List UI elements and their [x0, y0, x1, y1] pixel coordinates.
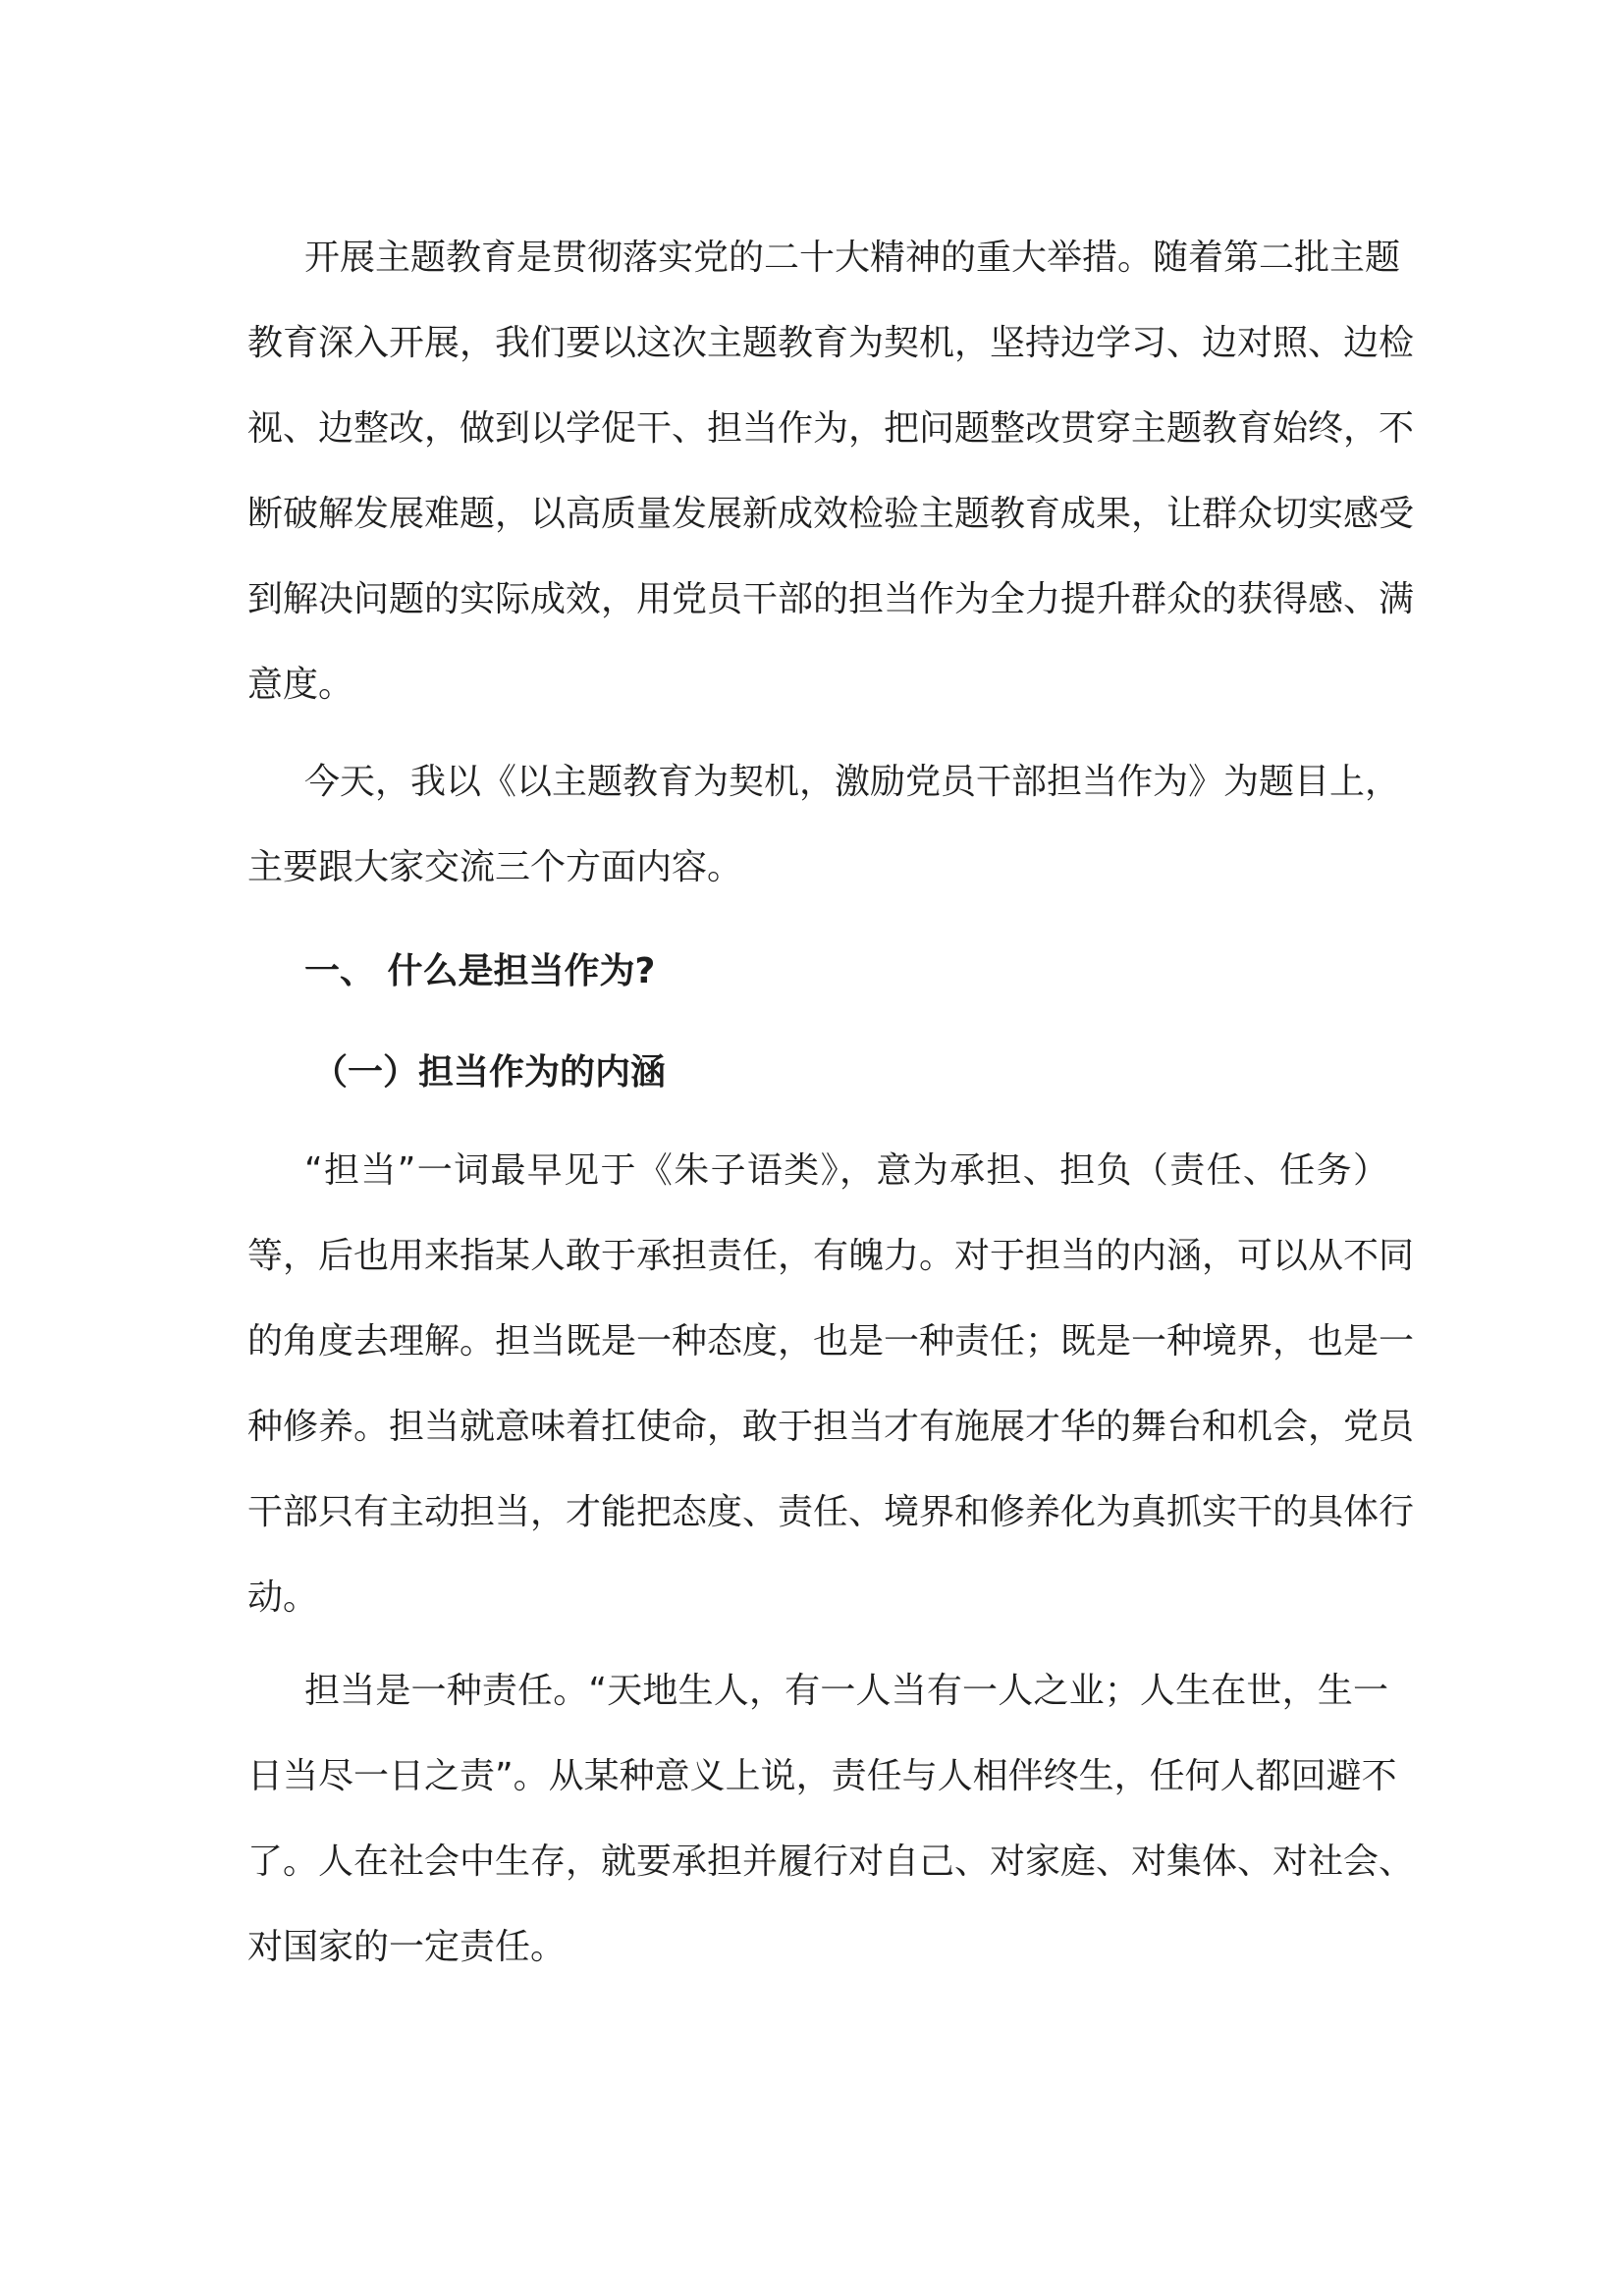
paragraph-responsibility [247, 1648, 1415, 1990]
text-line: 断破解发展难题，以高质量发展新成效检验主题教育成果，让群众切实感受 [247, 494, 1415, 534]
text-line: 日当尽一日之责”。从某种意义上说，责任与人相伴终生，任何人都回避不 [247, 1756, 1397, 1796]
text-line: 主要跟大家交流三个方面内容。 [247, 847, 743, 887]
text-line: 等，后也用来指某人敢于承担责任，有魄力。对于担当的内涵，可以从不同 [247, 1236, 1415, 1276]
text-line: “担当”一词最早见于《朱子语类》，意为承担、担负（责任、任务） [304, 1150, 1388, 1191]
paragraph-intro [247, 215, 1415, 727]
text-line: 开展主题教育是贯彻落实党的二十大精神的重大举措。随着第二批主题 [304, 238, 1401, 278]
text-line: 到解决问题的实际成效，用党员干部的担当作为全力提升群众的获得感、满 [247, 579, 1415, 619]
heading-level-1: 一、 什么是担当作为? [304, 951, 656, 991]
text-line: 了。人在社会中生存，就要承担并履行对自己、对家庭、对集体、对社会、 [247, 1842, 1415, 1882]
text-line: 视、边整改，做到以学促干、担当作为，把问题整改贯穿主题教育始终，不 [247, 408, 1415, 449]
text-line: 动。 [247, 1577, 319, 1618]
paragraph-topic [247, 739, 1401, 910]
text-line: 种修养。担当就意味着扛使命，敢于担当才有施展才华的舞台和机会，党员 [247, 1407, 1415, 1447]
text-line: 的角度去理解。担当既是一种态度，也是一种责任；既是一种境界，也是一 [247, 1321, 1415, 1362]
text-line: 对国家的一定责任。 [247, 1927, 567, 1967]
text-line: 意度。 [247, 665, 354, 705]
text-line: 今天，我以《以主题教育为契机，激励党员干部担当作为》为题目上， [304, 762, 1401, 802]
heading-level-2: （一）担当作为的内涵 [312, 1052, 667, 1093]
text-line: 教育深入开展，我们要以这次主题教育为契机，坚持边学习、边对照、边检 [247, 323, 1415, 363]
text-line: 干部只有主动担当，才能把态度、责任、境界和修养化为真抓实干的具体行 [247, 1492, 1415, 1532]
text-line: 担当是一种责任。“天地生人，有一人当有一人之业；人生在世，生一 [304, 1671, 1388, 1711]
paragraph-meaning [247, 1128, 1415, 1640]
